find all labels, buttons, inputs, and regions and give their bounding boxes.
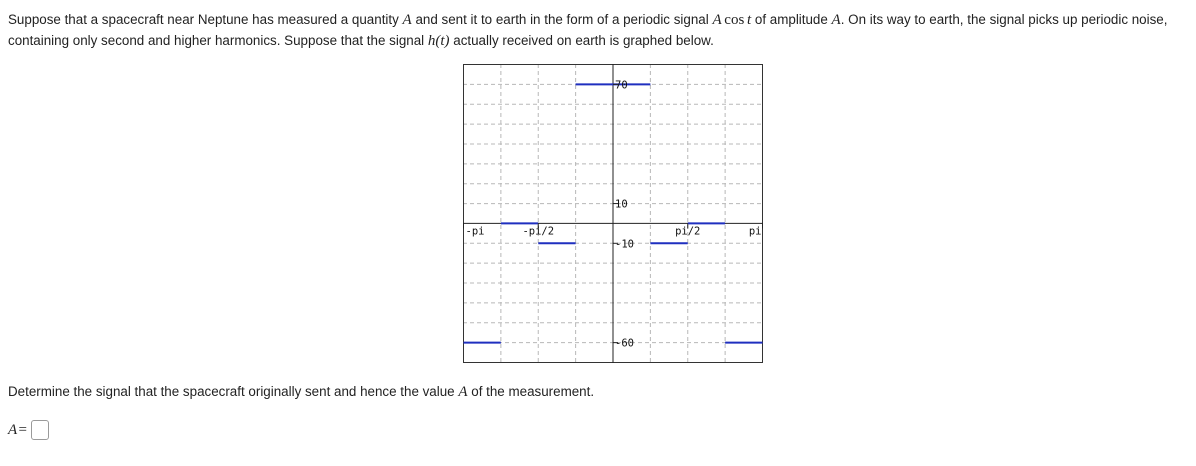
problem-text-3: of amplitude	[751, 12, 832, 27]
answer-row	[8, 418, 49, 442]
problem-text-2: and sent it to earth in the form of a periodic signal	[411, 12, 713, 27]
y-tick-label: 10	[615, 198, 628, 211]
problem-text-1: Suppose that a spacecraft near Neptune has measured a quantity	[8, 12, 403, 27]
variable-t: t	[746, 12, 752, 28]
question-text-1: Determine the signal that the spacecraft originally sent and hence the value	[8, 384, 459, 399]
y-tick-label: -10	[615, 238, 634, 251]
signal-graph	[463, 64, 764, 364]
y-tick-label: 70	[615, 79, 628, 92]
answer-input[interactable]	[31, 420, 49, 440]
function-h: h	[427, 32, 436, 49]
question-prompt	[8, 382, 594, 402]
variable-a: A	[402, 12, 412, 28]
x-tick-label: pi/2	[675, 225, 701, 238]
x-tick-label: pi	[748, 225, 762, 238]
function-h-argument: (t)	[435, 32, 450, 49]
answer-equals: =	[18, 421, 27, 438]
problem-statement	[8, 10, 1194, 51]
x-tick-label: -pi	[465, 225, 485, 238]
y-tick-label: -60	[615, 337, 634, 350]
answer-variable: A	[8, 421, 18, 438]
variable-a: A	[831, 12, 841, 28]
question-text-2: of the measurement.	[467, 384, 595, 399]
problem-text-5: actually received on earth is graphed below.	[449, 32, 714, 48]
cos-function: cos	[724, 12, 745, 28]
answer-label	[8, 422, 27, 439]
axes	[463, 64, 763, 363]
x-tick-label: -pi/2	[522, 225, 555, 238]
variable-a: A	[712, 12, 722, 28]
variable-a: A	[458, 384, 468, 400]
problem-text-4: . On its way to earth, the signal picks up periodic noise, containing only second and higher harmonics. Suppose that the signal	[8, 12, 1168, 48]
